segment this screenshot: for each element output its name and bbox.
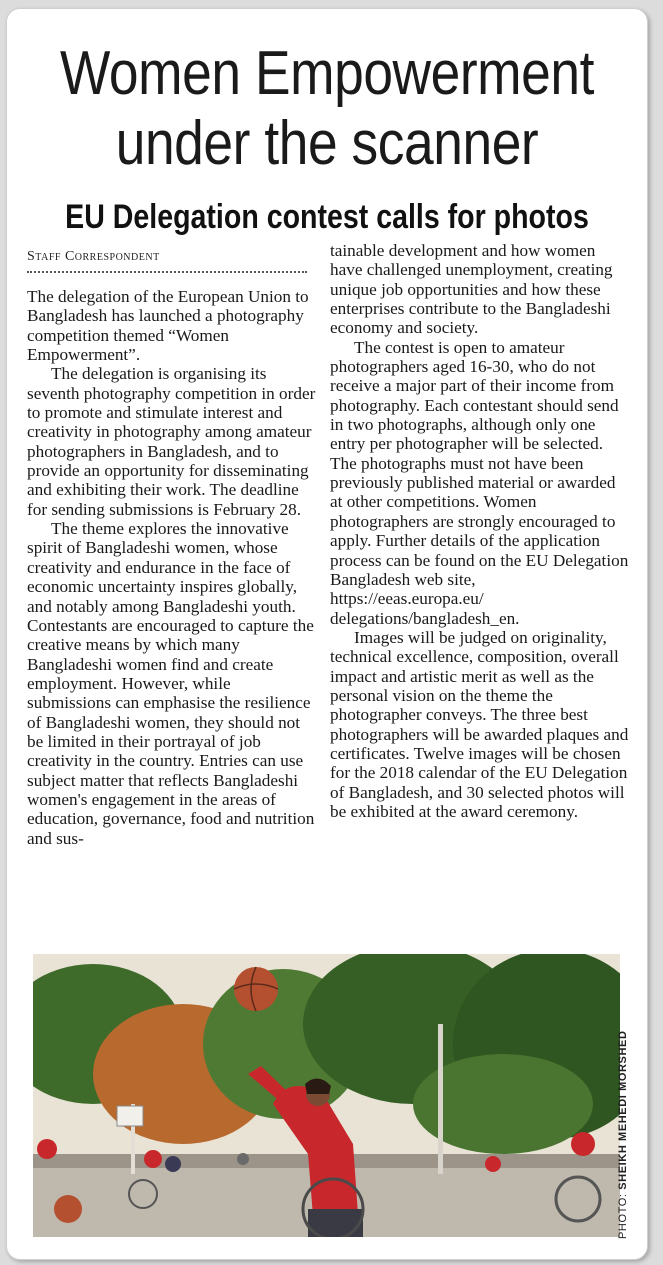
photo-credit-name: SHEIKH MEHEDI MORSHED [617,1030,629,1190]
left-column [27,287,317,848]
newspaper-clipping [6,8,648,1260]
headline-line-2: under the scanner [115,109,539,178]
photo-credit [617,1030,629,1239]
paragraph: tainable development and how women have challenged unemployment, creating unique job opportunities and how these enterprises contribute to the Bangladeshi economy and society. [330,241,613,338]
paragraph: The contest is open to amateur photographers aged 16-30, who do not receive a major part of their income from photography. Each contestant should send in two photographs, although only one entry per photographer will be selected. The photographs must not have been previously published material or awarded at other competitions. Women photographers are strongly encouraged to apply. Further details of the application process can be found on the EU Delegation Bangladesh web site, https://eeas.europa.eu/ delegations/bangladesh_en. [330,337,629,628]
photo-credit-prefix: PHOTO: [617,1189,629,1239]
right-column [330,241,630,821]
byline: Staff Correspondent [27,249,160,264]
wheelchair-basketball-illustration [33,954,620,1237]
headline [52,39,602,179]
byline-divider [27,271,307,273]
paragraph: The delegation of the European Union to Bangladesh has launched a photography competition themed “Women Empowerment”. [27,287,309,365]
paragraph: The theme explores the innovative spirit of Bangladeshi women, whose creativity and endurance in the face of economic uncertainty inspires globally, and notably among Bangladeshi youth. Contestants are encouraged to capture the creative means by which many Bangladeshi women find and create employment. However, while submissions can emphasise the resilience of Bangladeshi women, they should not be limited in their portrayal of job creativity in the country. Entries can use subject matter that reflects Bangladeshi women's engagement in the areas of education, governance, food and nutrition and sus- [27,519,315,848]
paragraph: The delegation is organising its seventh photography competition in order to promote and stimulate interest and creativity in photography among amateur photographers in Bangladesh, and to provide an opportunity for disseminating and exhibiting their work. The deadline for sending submissions is February 28. [27,364,316,519]
news-photo [33,954,620,1237]
headline-line-1: Women Empowerment [59,39,594,108]
paragraph: Images will be judged on originality, technical excellence, composition, overall impact and artistic merit as well as the personal vision on the theme the photographer conveys. The three best photographers will be awarded plaques and certificates. Twelve images will be chosen for the 2018 calendar of the EU Delegation of Bangladesh, and 30 selected photos will be exhibited at the award ceremony. [330,627,629,821]
subheadline: EU Delegation contest calls for photos [65,198,589,236]
